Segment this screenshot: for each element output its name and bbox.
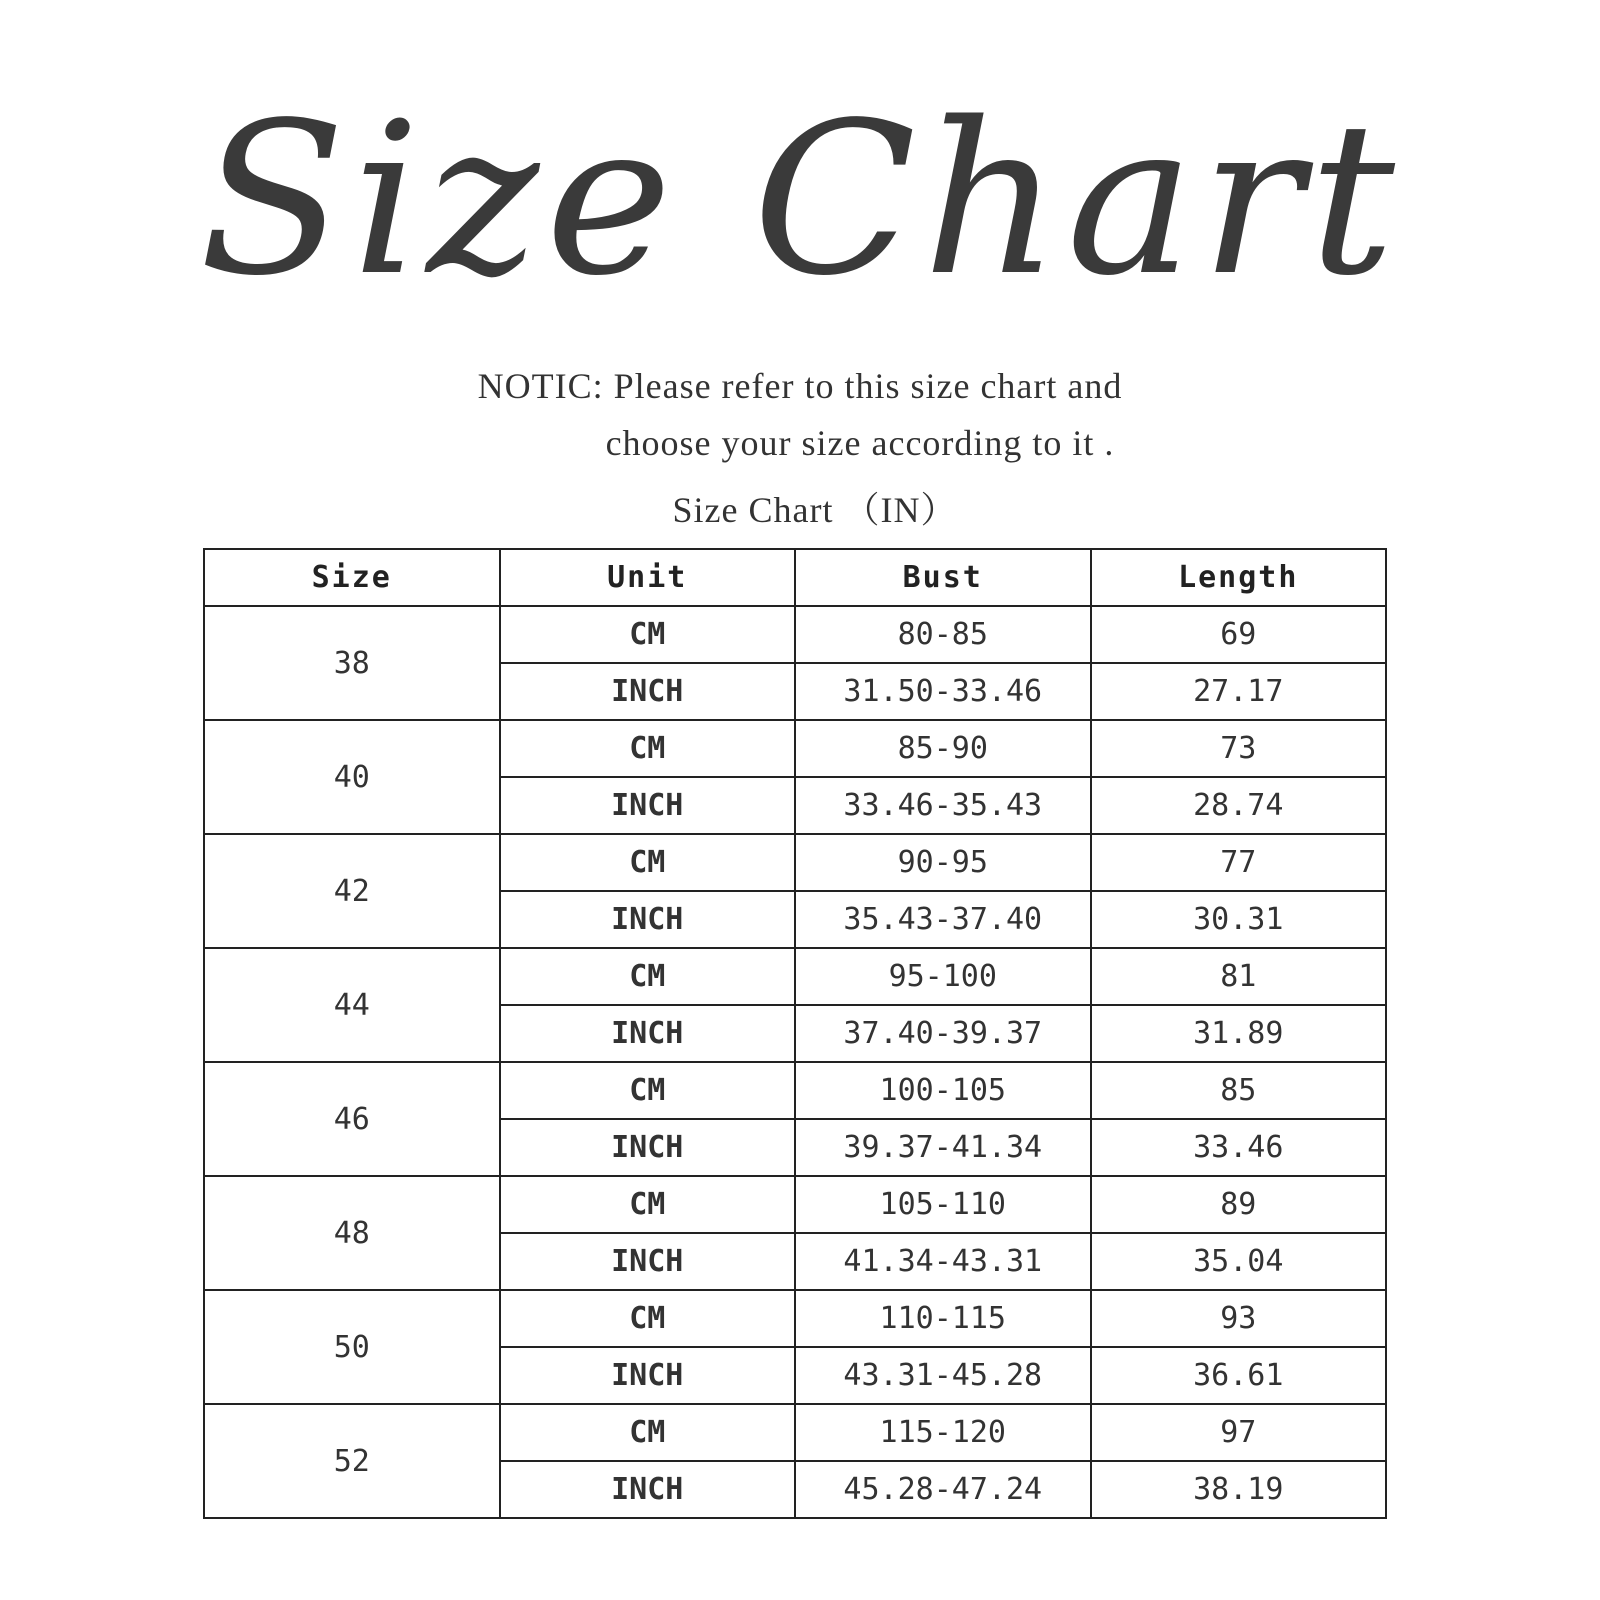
header-length: Length — [1091, 549, 1387, 606]
unit-cell: CM — [500, 720, 796, 777]
length-cell: 81 — [1091, 948, 1387, 1005]
size-cell: 38 — [204, 606, 500, 720]
table-row — [204, 1062, 1386, 1119]
unit-cell: INCH — [500, 1119, 796, 1176]
bust-cell: 115-120 — [795, 1404, 1091, 1461]
unit-cell: CM — [500, 1290, 796, 1347]
bust-cell: 43.31-45.28 — [795, 1347, 1091, 1404]
bust-cell: 45.28-47.24 — [795, 1461, 1091, 1518]
header-unit: Unit — [500, 549, 796, 606]
table-row — [204, 720, 1386, 777]
length-cell: 77 — [1091, 834, 1387, 891]
bust-cell: 31.50-33.46 — [795, 663, 1091, 720]
unit-cell: CM — [500, 834, 796, 891]
unit-cell: INCH — [500, 1347, 796, 1404]
table-body — [204, 606, 1386, 1518]
unit-cell: CM — [500, 1404, 796, 1461]
unit-cell: INCH — [500, 1005, 796, 1062]
bust-cell: 37.40-39.37 — [795, 1005, 1091, 1062]
table-row — [204, 1404, 1386, 1461]
length-cell: 97 — [1091, 1404, 1387, 1461]
unit-cell: CM — [500, 948, 796, 1005]
bust-cell: 90-95 — [795, 834, 1091, 891]
length-cell: 38.19 — [1091, 1461, 1387, 1518]
bust-cell: 100-105 — [795, 1062, 1091, 1119]
length-cell: 69 — [1091, 606, 1387, 663]
bust-cell: 35.43-37.40 — [795, 891, 1091, 948]
bust-cell: 85-90 — [795, 720, 1091, 777]
table-header-row — [204, 549, 1386, 606]
table-subtitle: Size Chart （IN） — [672, 490, 958, 530]
unit-cell: INCH — [500, 891, 796, 948]
size-cell: 44 — [204, 948, 500, 1062]
length-cell: 28.74 — [1091, 777, 1387, 834]
size-cell: 50 — [204, 1290, 500, 1404]
unit-cell: INCH — [500, 1233, 796, 1290]
notice-line-2: choose your size according to it . — [605, 423, 1115, 463]
length-cell: 89 — [1091, 1176, 1387, 1233]
table-row — [204, 1290, 1386, 1347]
page-title: Size Chart — [198, 77, 1402, 322]
length-cell: 35.04 — [1091, 1233, 1387, 1290]
size-cell: 46 — [204, 1062, 500, 1176]
notice-line-1: NOTIC: Please refer to this size chart and — [477, 366, 1123, 406]
length-cell: 30.31 — [1091, 891, 1387, 948]
header-bust: Bust — [795, 549, 1091, 606]
table-row — [204, 834, 1386, 891]
length-cell: 27.17 — [1091, 663, 1387, 720]
bust-cell: 105-110 — [795, 1176, 1091, 1233]
length-cell: 33.46 — [1091, 1119, 1387, 1176]
header-size: Size — [204, 549, 500, 606]
bust-cell: 110-115 — [795, 1290, 1091, 1347]
bust-cell: 33.46-35.43 — [795, 777, 1091, 834]
unit-cell: INCH — [500, 777, 796, 834]
length-cell: 31.89 — [1091, 1005, 1387, 1062]
length-cell: 36.61 — [1091, 1347, 1387, 1404]
unit-cell: CM — [500, 1062, 796, 1119]
length-cell: 73 — [1091, 720, 1387, 777]
unit-cell: INCH — [500, 663, 796, 720]
size-chart-table — [203, 548, 1387, 1519]
size-cell: 52 — [204, 1404, 500, 1518]
unit-cell: CM — [500, 1176, 796, 1233]
table-row — [204, 948, 1386, 1005]
bust-cell: 80-85 — [795, 606, 1091, 663]
bust-cell: 41.34-43.31 — [795, 1233, 1091, 1290]
table-row — [204, 606, 1386, 663]
bust-cell: 95-100 — [795, 948, 1091, 1005]
bust-cell: 39.37-41.34 — [795, 1119, 1091, 1176]
unit-cell: INCH — [500, 1461, 796, 1518]
unit-cell: CM — [500, 606, 796, 663]
size-cell: 42 — [204, 834, 500, 948]
size-cell: 48 — [204, 1176, 500, 1290]
length-cell: 85 — [1091, 1062, 1387, 1119]
size-cell: 40 — [204, 720, 500, 834]
length-cell: 93 — [1091, 1290, 1387, 1347]
table-row — [204, 1176, 1386, 1233]
